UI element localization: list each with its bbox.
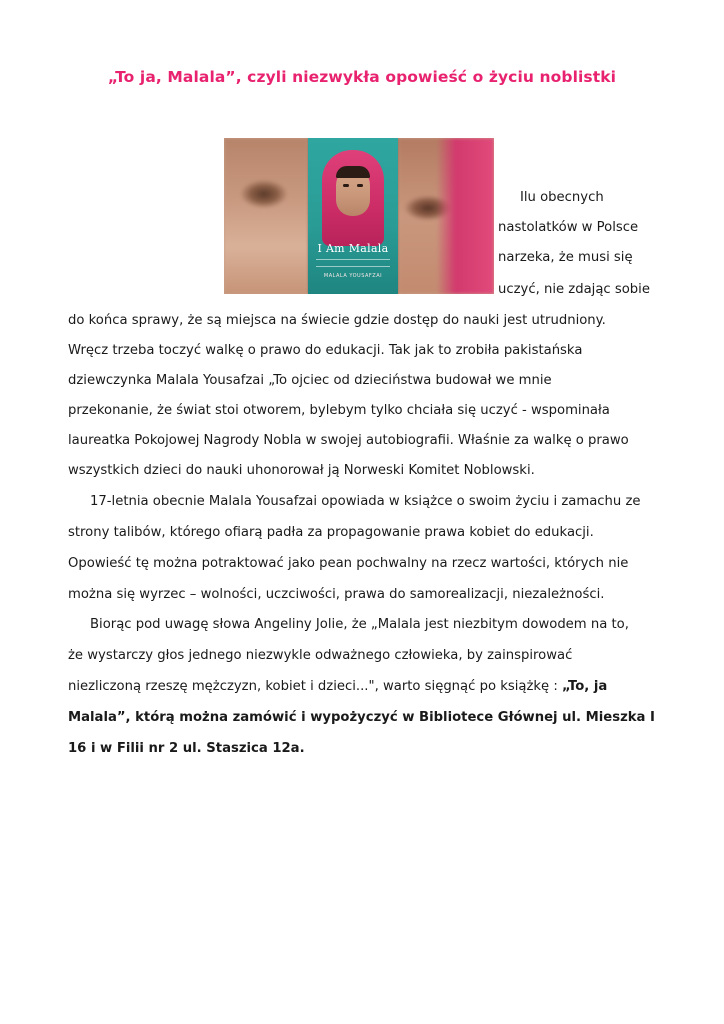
para1-line-5: laureatka Pokojowej Nagrody Nobla w swojej autobiografii. Właśnie za walkę o prawo	[68, 433, 629, 448]
portrait-eye-right	[357, 184, 363, 187]
page-title: „To ja, Malala”, czyli niezwykła opowieść o życiu noblistki	[107, 68, 617, 86]
book-cover-image	[224, 138, 494, 294]
para3-bold-line-2: 16 i w Filii nr 2 ul. Staszica 12a.	[68, 741, 305, 756]
float-line-2: nastolatków w Polsce	[498, 220, 639, 235]
para1-line-2: Wręcz trzeba toczyć walkę o prawo do edukacji. Tak jak to zrobiła pakistańska	[68, 343, 583, 358]
book-author: MALALA YOUSAFZAI	[323, 273, 383, 279]
para3-line-3-bold: „To, ja	[561, 679, 608, 694]
para2-line-3: Opowieść tę można potraktować jako pean pochwalny na rzecz wartości, których nie	[68, 556, 629, 571]
para1-line-3: dziewczynka Malala Yousafzai „To ojciec od dzieciństwa budował we mnie	[68, 373, 552, 388]
para3-bold-line-1: Malala”, którą można zamówić i wypożyczyć w Bibliotece Głównej ul. Mieszka I	[68, 710, 655, 725]
para3-line-2: że wystarczy głos jednego niezwykle odważnego człowieka, by zainspirować	[68, 648, 573, 663]
para3-line-3	[68, 679, 607, 694]
para1-line-4: przekonanie, że świat stoi otworem, bylebym tylko chciała się uczyć - wspominała	[68, 403, 610, 418]
para2-line-4: można się wyrzec – wolności, uczciwości, prawa do samorealizacji, niezależności.	[68, 587, 605, 602]
para1-line-6: wszystkich dzieci do nauki uhonorował ją Norweski Komitet Noblowski.	[68, 463, 535, 478]
float-line-3: narzeka, że musi się	[498, 250, 633, 265]
para1-line-1: do końca sprawy, że są miejsca na świecie gdzie dostęp do nauki jest utrudniony.	[68, 313, 606, 328]
blurred-face-left	[224, 138, 308, 294]
para2-line-2: strony talibów, którego ofiarą padła za propagowanie prawa kobiet do edukacji.	[68, 525, 594, 540]
book-cover	[308, 138, 398, 294]
para3-line-3-regular: niezliczoną rzeszę mężczyzn, kobiet i dzieci...", warto sięgnąć po książkę :	[68, 679, 562, 694]
blurred-face-right	[398, 138, 494, 294]
para2-line-1: 17-letnia obecnie Malala Yousafzai opowiada w książce o swoim życiu i zamachu ze	[90, 494, 641, 509]
float-line-1: Ilu obecnych	[520, 190, 604, 205]
float-line-4: uczyć, nie zdając sobie	[498, 282, 650, 297]
portrait-hair	[336, 166, 370, 178]
book-title: I Am Malala	[317, 242, 389, 255]
book-subtitle-band	[316, 259, 390, 267]
portrait-eye-left	[343, 184, 349, 187]
para3-line-1: Biorąc pod uwagę słowa Angeliny Jolie, że „Malala jest niezbitym dowodem na to,	[90, 617, 629, 632]
